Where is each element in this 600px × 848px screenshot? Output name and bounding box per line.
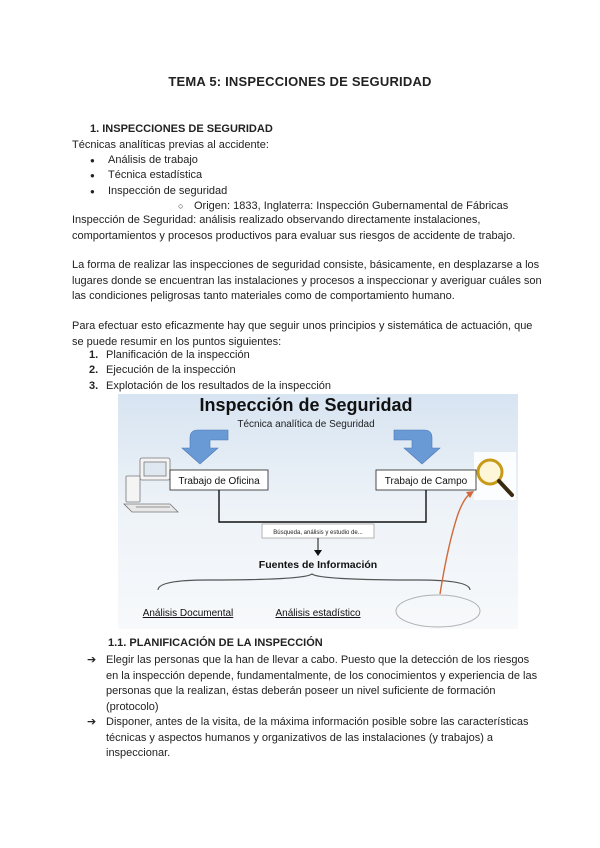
document-analysis-label: Análisis Documental xyxy=(142,608,234,619)
diagram-title: Inspección de Seguridad xyxy=(199,395,413,415)
diagram-subtitle: Técnica analítica de Seguridad xyxy=(237,419,375,430)
page-title: TEMA 5: INSPECCIONES DE SEGURIDAD xyxy=(168,74,432,89)
steps-list xyxy=(72,348,542,394)
arrow-icon: ➔ xyxy=(87,716,97,728)
list-item-text: Disponer, antes de la visita, de la máxima información posible sobre las características técnicas y aspectos humanos y organizativos de las instalaciones (y trabajos) a inspeccionar. xyxy=(106,716,529,759)
information-sources-label: Fuentes de Información xyxy=(258,559,378,571)
magnifier-icon xyxy=(474,452,516,500)
list-item: ○ Origen: 1833, Inglaterra: Inspección Gubernamental de Fábricas xyxy=(168,199,548,214)
planning-list xyxy=(72,653,542,762)
method-paragraph: La forma de realizar las inspecciones de seguridad consiste, básicamente, en desplazarse a los lugares donde se encuentran las instalaciones y procesos a inspeccionar y averiguar cuáles son las condiciones peligrosas tanto materiales como de comportamiento humano. xyxy=(72,259,542,302)
step-text: Planificación de la inspección xyxy=(106,349,250,361)
office-work-label: Trabajo de Oficina xyxy=(178,476,260,487)
inspection-diagram xyxy=(118,394,518,629)
step-text: Explotación de los resultados de la inspección xyxy=(106,379,332,392)
statistical-analysis-label: Análisis estadístico xyxy=(275,608,361,619)
step-number: 3. xyxy=(89,379,99,392)
technique-list xyxy=(72,153,542,199)
principles-paragraph: Para efectuar esto eficazmente hay que seguir unos principios y sistemática de actuación, que se puede resumir en los puntos siguientes: xyxy=(72,320,533,348)
arrow-icon: ➔ xyxy=(87,654,97,666)
search-analysis-label: Búsqueda, análisis y estudio de... xyxy=(273,530,363,536)
step-number: 2. xyxy=(89,364,99,377)
list-item xyxy=(72,715,542,762)
section-1-heading: 1. INSPECCIONES DE SEGURIDAD xyxy=(90,123,273,135)
section-1-1-heading: 1.1. PLANIFICACIÓN DE LA INSPECCIÓN xyxy=(108,637,323,649)
step-text: Ejecución de la inspección xyxy=(106,364,236,377)
list-item: ● Inspección de seguridad xyxy=(72,184,542,199)
step-number: 1. xyxy=(89,349,99,361)
list-item: ● Técnica estadística xyxy=(72,168,542,183)
definition-paragraph: Inspección de Seguridad: análisis realizado observando directamente instalaciones, comportamientos y procesos productivos para evaluar sus riesgos de accidente de trabajo. xyxy=(72,214,516,242)
section-1-intro: Técnicas analíticas previas al accidente: xyxy=(72,139,269,151)
origin-sublist xyxy=(168,199,548,214)
field-work-label: Trabajo de Campo xyxy=(384,476,468,487)
list-item: ● Análisis de trabajo xyxy=(72,153,542,168)
list-item xyxy=(72,653,542,715)
list-item xyxy=(72,348,542,363)
list-item-text: Elegir las personas que la han de llevar a cabo. Puesto que la detección de los riesgos en la inspección depende, fundamentalmente, de los conocimientos y experiencia de las personas que la realizan, éstas deberán poseer un nivel suficiente de formación (protocolo) xyxy=(106,654,538,713)
list-item xyxy=(72,363,542,378)
list-item xyxy=(72,379,542,394)
